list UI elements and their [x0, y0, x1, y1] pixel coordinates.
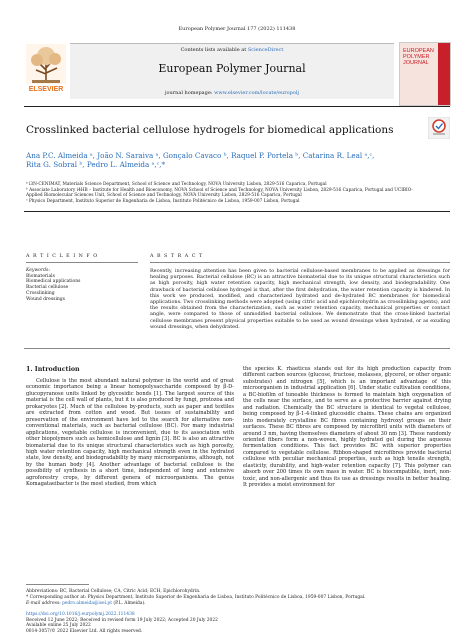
- check-for-updates-button[interactable]: [428, 117, 450, 139]
- doi-link[interactable]: https://doi.org/10.1016/j.eurpolymj.2022.111438: [26, 612, 135, 617]
- abstract-text: Recently, increasing attention has been given to bacterial cellulose-based membranes to be applied as dressings for healing purposes. Bacterial cellulose (BC) is an attractive biomaterial due to its unique structural characteristics such as high porosity, high water retention capacity, high mechanical strength, low density, and biodegradability. One drawback of bacterial cellulose hydrogel is that, after the first dehydration, the water retention capacity is hindered. In this work we produced, modified, and characterized hydrated and de-hydrated BC membranes for biomedical applications. Two crosslinking methods were adopted (using citric acid and epichlorohydrin as crosslinking agents), and the results obtained from the characterization, such as water retention capacity, mechanical properties or contact angle, were compared to those of unmodified bacterial cellulose. We demonstrate that the cross-linked bacterial cellulose membranes present physical properties suitable to be used as wound dressings when hydrated, or as exuding wound dressings, when dehydrated.: [150, 268, 450, 330]
- cover-stripe: [438, 43, 450, 105]
- affiliations: [26, 182, 450, 204]
- header-divider: [24, 106, 450, 107]
- email-line: [26, 601, 450, 607]
- cover-title: EUROPEAN POLYMER JOURNAL: [403, 48, 434, 66]
- email-suffix: (P.L. Almeida).: [112, 600, 146, 606]
- journal-reference: European Polymer Journal 177 (2022) 111438: [178, 26, 296, 32]
- article-info-rule: [26, 262, 138, 263]
- contents-prefix: Contents lists available at: [180, 47, 248, 53]
- authors-line-1[interactable]: Ana P.C. Almeida ᵃ, João N. Saraiva ᵃ, Gonçalo Cavaco ᵇ, Raquel P. Portela ᵇ, Catarina R. Leal ᵃ,ᶜ,: [26, 151, 375, 160]
- email-link[interactable]: pedro.almeida@isel.pt: [62, 600, 112, 606]
- affiliations-divider: [24, 211, 450, 212]
- email-label: E-mail address:: [26, 600, 63, 606]
- abstract-heading: A B S T R A C T: [150, 254, 204, 259]
- introduction-heading: 1. Introduction: [26, 366, 80, 373]
- article-info-heading: A R T I C L E I N F O: [26, 254, 99, 259]
- received-dates: Received 12 June 2022; Received in revised form 19 July 2022; Accepted 20 July 2022: [26, 617, 218, 623]
- introduction-paragraph-continued: the species K. rhaeticus stands out for its high production capacity from different carbon sources (glucose, fructose, molasses, glycerol, or other organic substrates) and nitrogen [5], which is an important advantage of this microorganism in industrial application [6]. Under static cultivation conditions, a BC-biofilm of tuneable thickness is formed to maintain high oxygenation of the cells near the surface, and to serve as a protective barrier against drying and radiation. Chemically the BC structure is identical to vegetal cellulose, being composed by β-1-4-linked glucosidic chains. These chains are organized into moderately crystalline BC fibres containing hydroxyl groups on their surfaces. These BC fibres are composed by microfibril units with diameters of around 3 nm, having themselves diameters of about 30 nm [3]. These randomly oriented fibers form a non-woven, highly hydrated gel during the aqueous fermentation conditions. This fact provides BC with superior properties compared to vegetable cellulose. Ribbon-shaped microfibres provide bacterial cellulose with peculiar mechanical properties, such as high tensile strength, elasticity, durability, and high-water retention capacity [7]. This polymer can absorb over 200 times its own mass in water. BC is biocompatible, inert, non-toxic, and non-allergenic and thus its use as dressings results in better healing. It provides a moist environment for: [243, 366, 451, 489]
- abstract-divider: [24, 348, 450, 349]
- correspondence-footnote: [26, 595, 450, 606]
- elsevier-wordmark: ELSEVIER: [28, 86, 64, 93]
- check-for-updates-icon: [428, 117, 450, 139]
- affiliation-b-continued: Applied Biomolecular Sciences Unit, School of Science and Technology, NOVA University Lisbon, 2829-516 Caparica, Portugal: [26, 193, 302, 199]
- corresponding-author: * Corresponding author at: Physics Department, Instituto Superior de Engenharia de Lisboa, Instituto Politécnico de Lisboa, 1959-007 Lisbon, Portugal.: [26, 595, 366, 600]
- affiliation-b: ᵇ Associate Laboratory i4HB – Institute for Health and Bioeconomy, NOVA School of Science and Technology, NOVA University Lisbon, 2829-516 Caparica, Portugal and UCIBIO-: [26, 187, 413, 193]
- homepage-prefix: journal homepage:: [164, 90, 215, 96]
- author-list: [26, 151, 436, 169]
- journal-title: European Polymer Journal: [158, 62, 306, 75]
- journal-cover-thumbnail[interactable]: [399, 42, 451, 106]
- authors-line-2[interactable]: Rita G. Sobral ᵇ, Pedro L. Almeida ᵃ,ᶜ,*: [26, 160, 166, 169]
- elsevier-logo[interactable]: [24, 42, 68, 96]
- keyword: Biomaterials: [26, 273, 55, 279]
- keyword: Crosslinking: [26, 290, 55, 296]
- abstract-rule: [150, 262, 450, 263]
- keywords-label: Keywords:: [26, 268, 50, 273]
- keyword: Biomedical applications: [26, 279, 81, 285]
- affiliation-c: ᶜ Physics Department, Instituto Superior de Engenharia de Lisboa, Instituto Politécnico de Lisboa, 1959-007 Lisbon, Portugal: [26, 198, 300, 204]
- abbreviations-footnote: Abbreviations: BC, Bacterial Cellulose; CA, Citric Acid; ECH, Epichlorohydrin.: [26, 589, 201, 594]
- keyword: Wound dressings: [26, 296, 65, 302]
- keywords-list: [26, 268, 80, 302]
- homepage-link[interactable]: www.elsevier.com/locate/europolj: [214, 90, 300, 96]
- body-column-left: [26, 378, 234, 488]
- available-online: Available online 25 July 2022: [26, 623, 91, 629]
- homepage-line: [70, 90, 394, 96]
- keyword: Bacterial cellulose: [26, 285, 69, 291]
- article-title: Crosslinked bacterial cellulose hydrogels for biomedical applications: [26, 124, 394, 136]
- affiliation-a: ᵃ i3N-CENIMAT, Materials Science Department, School of Science and Technology, NOVA University Lisbon, 2829-516 Caparica, Portugal: [26, 182, 327, 187]
- contents-line: [70, 47, 394, 53]
- sciencedirect-link[interactable]: ScienceDirect: [247, 47, 284, 53]
- introduction-paragraph: Cellulose is the most abundant natural polymer in the world and of great economic importance being a linear homopolysaccharide composed by β-D-glucopyranose units linked by glycosidic bonds [1]. The largest source of this material is the cell wall of plants, but it is also produced by fungi, protozoa and prokaryotes [2]. Much of the cellulose by-products, such as paper and textiles are extracted from cotton and wood. But issues of sustainability and preservation of the environment have led to the search for alternative non-conventional materials, such as bacterial cellulose (BC). For many industrial applications, vegetable cellulose is inconvenient, due to its association with other biopolymers such as hemicellulose and lignin [3]. BC is also an attractive biomaterial due to its unique structural characteristics such as high porosity, high water retention capacity, high mechanical strength even in the hydrated state, low density, and biodegradability by many microorganisms, although, not by the human body [4]. Another advantage of bacterial cellulose is the possibility of synthesis in a short time, independent of long and extensive agroforestry crops, by different genera of microorganisms. The genus Komagataeibacter is the most studied, from which: [26, 378, 234, 488]
- footnote-rule: [26, 584, 89, 585]
- body-column-right: [243, 366, 451, 489]
- copyright: 0014-3057/© 2022 Elsevier Ltd. All rights reserved.: [26, 628, 143, 634]
